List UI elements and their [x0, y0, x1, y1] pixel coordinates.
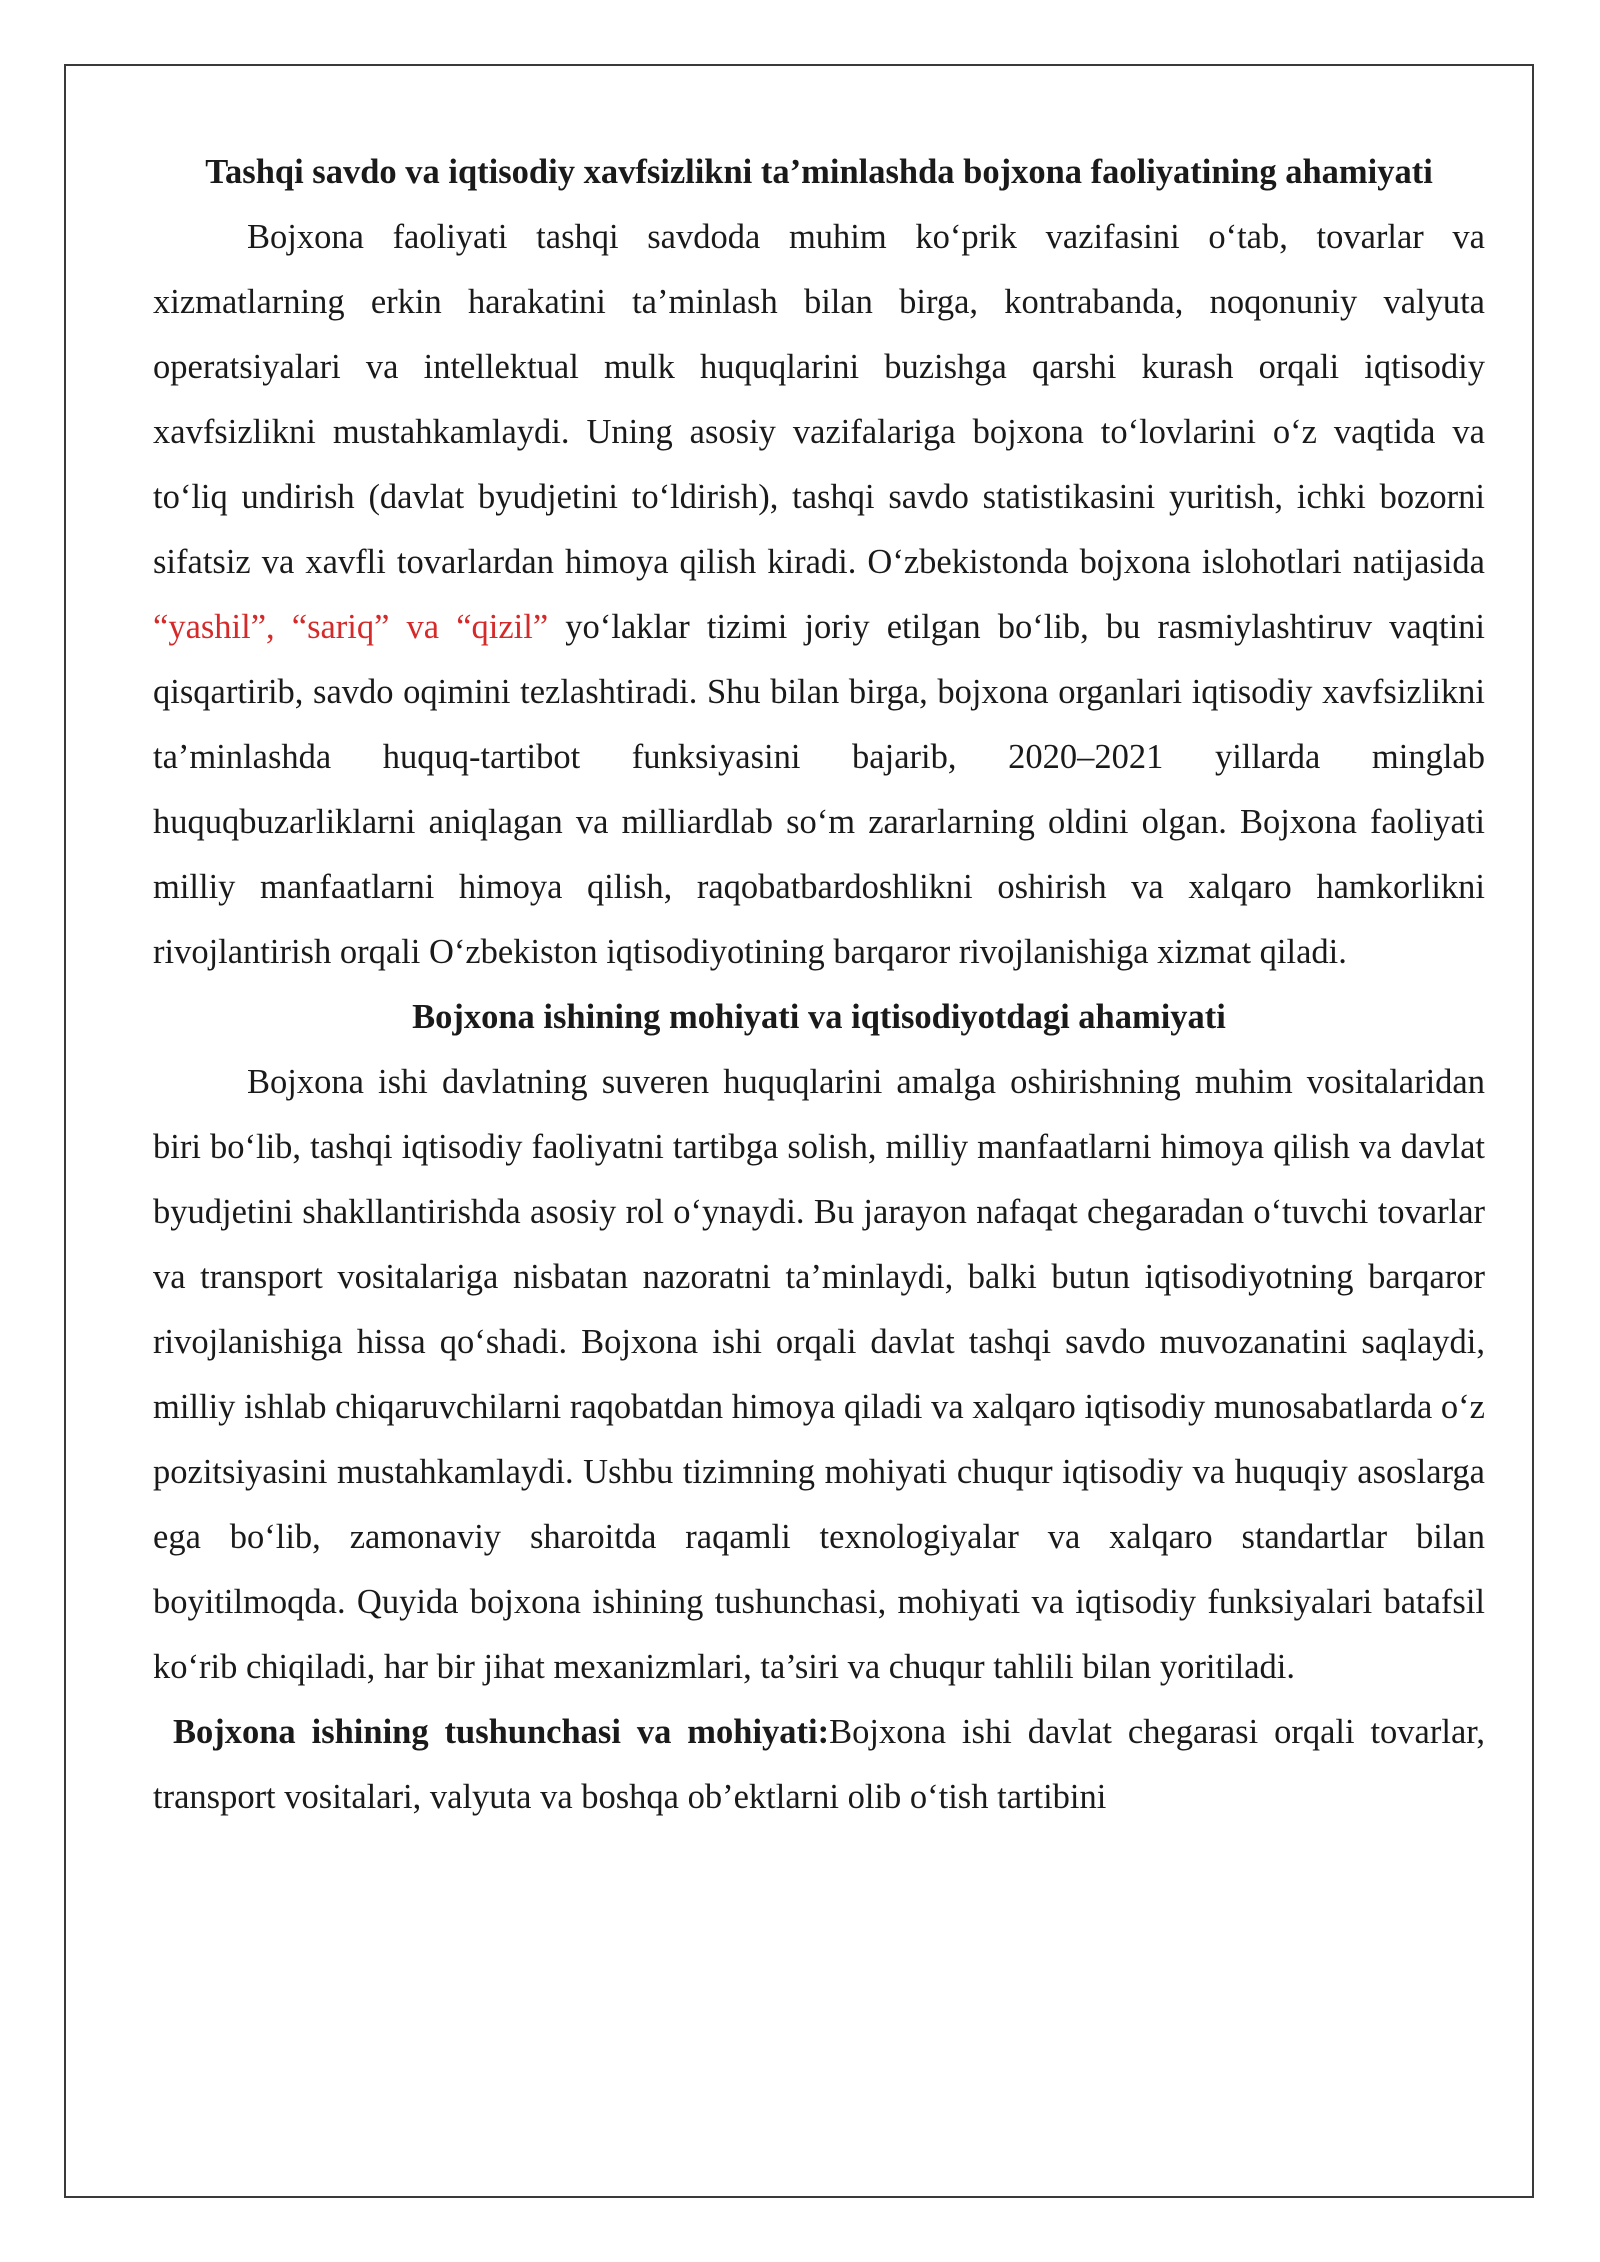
paragraph-concept [153, 1700, 1485, 1830]
paragraph-essence: Bojxona ishi davlatning suveren huquqlarini amalga oshirishning muhim vositalaridan biri bo‘lib, tashqi iqtisodiy faoliyatni tartibga solish, milliy manfaatlarni himoya qilish va davlat byudjetini shakllantirishda asosiy rol o‘ynaydi. Bu jarayon nafaqat chegaradan o‘tuvchi tovarlar va transport vositalariga nisbatan nazoratni ta’minlaydi, balki butun iqtisodiyotning barqaror rivojlanishiga hissa qo‘shadi. Bojxona ishi orqali davlat tashqi savdo muvozanatini saqlaydi, milliy ishlab chiqaruvchilarni raqobatdan himoya qiladi va xalqaro iqtisodiy munosabatlarda o‘z pozitsiyasini mustahkamlaydi. Ushbu tizimning mohiyati chuqur iqtisodiy va huquqiy asoslarga ega bo‘lib, zamonaviy sharoitda raqamli texnologiyalar va xalqaro standartlar bilan boyitilmoqda. Quyida bojxona ishining tushunchasi, mohiyati va iqtisodiy funksiyalari batafsil ko‘rib chiqiladi, har bir jihat mexanizmlari, ta’siri va chuqur tahlili bilan yoritiladi. [153, 1063, 1485, 1686]
lane-colors-highlight: “yashil”, “sariq” va “qizil” [153, 608, 549, 646]
section-heading: Bojxona ishining mohiyati va iqtisodiyotdagi ahamiyati [412, 998, 1226, 1036]
paragraph-intro-text-end: yo‘laklar tizimi joriy etilgan bo‘lib, bu rasmiylashtiruv vaqtini qisqartirib, savdo oqimini tezlashtiradi. Shu bilan birga, bojxona organlari iqtisodiy xavfsizlikni ta’minlashda huquq-tartibot funksiyasini bajarib, 2020–2021 yillarda minglab huquqbuzarliklarni aniqlagan va milliardlab so‘m zararlarning oldini olgan. Bojxona faoliyati milliy manfaatlarni himoya qilish, raqobatbardoshlikni oshirish va xalqaro hamkorlikni rivojlantirish orqali O‘zbekiston iqtisodiyotining barqaror rivojlanishiga xizmat qiladi. [153, 608, 1485, 971]
paragraph-concept-lead: Bojxona ishining tushunchasi va mohiyati: [173, 1713, 830, 1751]
document-title: Tashqi savdo va iqtisodiy xavfsizlikni ta’minlashda bojxona faoliyatining ahamiyati [205, 153, 1433, 191]
paragraph-intro [153, 205, 1485, 985]
document-body [153, 140, 1485, 1830]
paragraph-concept-text: Bojxona ishi davlat chegarasi orqali tovarlar, transport vositalari, valyuta va boshqa ob’ektlarni olib o‘tish tartibini [153, 1713, 1485, 1816]
paragraph-intro-text-start: Bojxona faoliyati tashqi savdoda muhim ko‘prik vazifasini o‘tab, tovarlar va xizmatlarning erkin harakatini ta’minlash bilan birga, kontrabanda, noqonuniy valyuta operatsiyalari va intellektual mulk huquqlarini buzishga qarshi kurash orqali iqtisodiy xavfsizlikni mustahkamlaydi. Uning asosiy vazifalariga bojxona to‘lovlarini o‘z vaqtida va to‘liq undirish (davlat byudjetini to‘ldirish), tashqi savdo statistikasini yuritish, ichki bozorni sifatsiz va xavfli tovarlardan himoya qilish kiradi. O‘zbekistonda bojxona islohotlari natijasida [153, 218, 1485, 581]
